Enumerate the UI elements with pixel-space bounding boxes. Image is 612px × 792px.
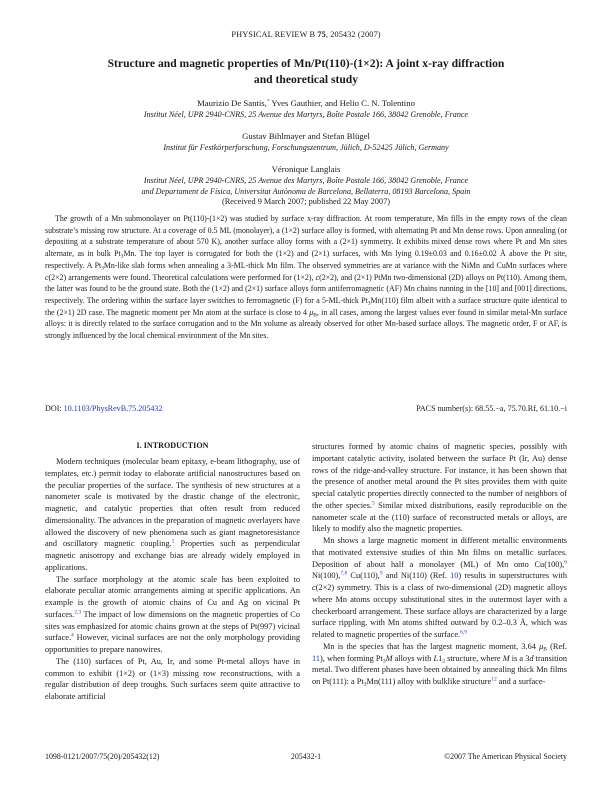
citation-link[interactable]: 9 [379, 570, 383, 577]
citation-link[interactable]: 10 [450, 571, 459, 581]
affiliation-2: Institut für Festkörperforschung, Forschungszentrum, Jülich, D-52425 Jülich, Germany [163, 143, 449, 152]
footer-copyright: ©2007 The American Physical Society [444, 752, 567, 761]
citation-link[interactable]: 5 [372, 500, 375, 507]
corresponding-author-mark[interactable]: * [266, 98, 270, 105]
citation-link[interactable]: 7,8 [340, 570, 348, 577]
author-group-2: Gustav Bihlmayer and Stefan Blügel [242, 131, 370, 141]
author-group-3: Véronique Langlais [271, 164, 341, 174]
journal-header [0, 30, 612, 39]
author-group-1 [0, 98, 612, 109]
doi-label: DOI: [45, 404, 64, 413]
paragraph: structures formed by atomic chains of magnetic species, possibly with important catalytic activity, isolated between the surface Pt (Ir, Au) dense rows of the ridge-and-valley structure. For instance, it has been shown that the presence of another metal around the Pt sites provides them with quite special catalytic properties directly connected to the number of neighbors of the other species.$^5$ Similar mixed distributions, easily reproducible on the nanometer scale at the (110) surface of reconstructed metals or alloys, are likely to modify also the magnetic properties. [312, 442, 567, 534]
footer-issn: 1098-0121/2007/75(20)/205432(12) [45, 752, 160, 761]
left-column [45, 456, 300, 703]
journal-name: PHYSICAL REVIEW B [231, 30, 316, 39]
paragraph: The (110) surfaces of Pt, Au, Ir, and some Pt-metal alloys have in common to exhibit (1×2) or (1×3) missing row reconstructions, with a regular distribution of deep troughs. Such surfaces seem quite attractive to elaborate artificial [45, 656, 300, 701]
footer-page-number: 205432-1 [290, 752, 322, 761]
paragraph: Mn shows a large magnetic moment in different metallic environments that motivated extensive studies of thin Mn films on metallic surfaces. Deposition of about half a monolayer (ML) of Mn onto Cu(100),$^6$ Ni(100),$^{7,8}$ Cu(110),$^9$ and Ni(110) (Ref. 10) results in superstructures with c(2×2) symmetry. This is a class of two-dimensional (2D) magnetic alloys where Mn atoms occupy substitutional sites in the outermost layer with a checkerboard arrangement. These surface alloys are characterized by a large surface rippling, with Mn atoms shifted outward by 0.2–0.3 Å, which was related to magnetic properties of the surface.$^{6,9}$ [312, 536, 567, 639]
right-column [312, 441, 567, 688]
affiliation-1: Institut Néel, UPR 2940-CNRS, 25 Avenue des Martyrs, Boîte Postale 166, 38042 Grenoble, France [143, 110, 469, 119]
title-line-1: Structure and magnetic properties of Mn/Pt(110)-(1×2): A joint x-ray diffraction [107, 57, 505, 70]
citation-link[interactable]: 6 [564, 559, 567, 565]
doi [45, 404, 163, 413]
citation-link[interactable]: 2,3 [74, 609, 82, 616]
citation-link[interactable]: 4 [71, 632, 74, 639]
paragraph: Mn is the species that has the largest magnetic moment, 3.64 $\mu_B$ (Ref. 11), when forming $Pt_3M$ alloys with $L1_2$ structure, where M is a 3d transition metal. Two different phases have been obtained by annealing thick Mn films on Pt(111): a $Pt_3Mn(111)$ alloy with bulklike structure$^{12}$ and a surface- [312, 641, 567, 688]
author-names: Yves Gauthier, and Helio C. N. Tolentino [269, 98, 415, 108]
citation-link[interactable]: 1 [171, 538, 175, 545]
title-line-2: and theoretical study [253, 72, 359, 86]
journal-volume: 75 [317, 30, 326, 39]
doi-link[interactable]: 10.1103/PhysRevB.75.205432 [63, 404, 163, 413]
author-names: Maurizio De Santis, [197, 98, 267, 108]
abstract: The growth of a Mn submonolayer on Pt(110)-(1×2) was studied by surface x-ray diffraction. At room temperature, Mn fills in the empty rows of the clean substrate’s missing row structure. At a coverage of 0.5 ML (monolayer), a (1×2) surface alloy is formed, with alternating Pt and Mn dense rows. Upon annealing (or depositing at a substrate temperature of about 570 K), another surface alloy forms with a (2×1) symmetry. It exhibits mixed dense rows where Pt and Mn sites alternate, as in bulk $Pt_3Mn$. The top layer is corrugated for both the (1×2) and (2×1) surfaces, with Mn lying 0.19±0.03 and 0.16±0.02 Å above the Pt site, respectively. A $Pt_3Mn$-like slab forms when annealing a 3-ML-thick Mn film. The observed symmetries are at variance with the NiMn and CuMn surfaces where c(2×2) arrangements were found. Theoretical calculations were performed for (1×2), c(2×2), and (2×1) PtMn two-dimensional (2D) alloys on Pt(110). Among them, the latter was found to be the ground state. Both the (1×2) and (2×1) surface alloys form antiferromagnetic (AF) Mn chains running in the [10] and [001] directions, respectively. The ordering within the surface layer switches to ferromagnetic (F) for a 5-ML-thick $Pt_3Mn(110)$ film albeit with a surface structure quite identical to the (2×1) 2D case. The magnetic moment per Mn atom at the surface is close to 4 $\mu_B$, in all cases, among the largest values ever found in similar metal-Mn surface alloys: it is directly related to the surface corrugation and to the Mn volume as already observed for other Mn-based surface alloys. The magnetic order, F or AF, is strongly influenced by the local chemical environment of the Mn sites. [45, 214, 568, 341]
citation-link[interactable]: 11 [312, 653, 320, 663]
citation-link[interactable]: 12 [491, 676, 497, 683]
citation-link[interactable]: 6,9 [460, 629, 467, 636]
received-dates: (Received 9 March 2007; published 22 May 2007) [222, 197, 390, 206]
paragraph: Modern techniques (molecular beam epitaxy, e-beam lithography, use of templates, etc.) permit today to elaborate artificial nanostructures based on the peculiar properties of the surface. The synthesis of new structures at a nanometer scale is motivated by the drastic change of the electronic, magnetic, and catalytic properties that often result from reduced dimensionality. The advances in the preparation of magnetic overlayers have allowed the discovery of new phenomena such as giant magnetoresistance and oscillatory magnetic coupling.$^1$ Properties such as perpendicular magnetic anisotropy and exchange bias are already widely employed in applications. [45, 457, 300, 572]
affiliation-3a: Institut Néel, UPR 2940-CNRS, 25 Avenue des Martyrs, Boîte Postale 166, 38042 Grenoble, France [143, 176, 469, 185]
affiliation-3b: and Departament de Física, Universitat Autònoma de Barcelona, Bellaterra, 08193 Barcelona, Spain [141, 187, 471, 196]
paragraph: The surface morphology at the atomic scale has been exploited to elaborate peculiar atomic arrangements aiming at specific applications. An example is the growth of atomic chains of Cu and Ag on vicinal Pt surfaces.$^{2,3}$ The impact of low dimensions on the magnetic properties of Co sites was emphasized for atomic chains grown at the steps of Pt(997) vicinal surface.$^4$ However, vicinal surfaces are not the only morphology providing opportunities to prepare nanowires. [45, 574, 300, 654]
pacs-numbers: PACS number(s): 68.55.−a, 75.70.Rf, 61.10.−i [416, 404, 567, 413]
paper-title [60, 56, 552, 87]
journal-article-info: , 205432 (2007) [325, 30, 381, 39]
section-heading: I. INTRODUCTION [136, 441, 209, 450]
